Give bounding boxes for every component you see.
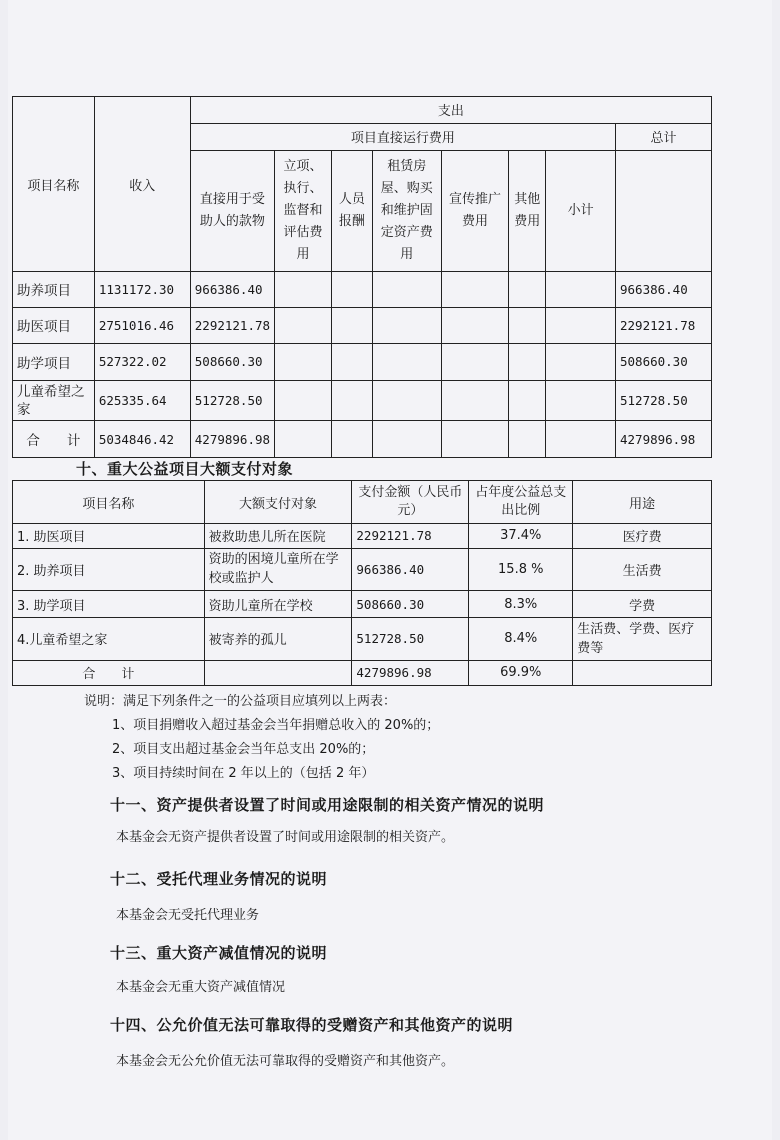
- row-ratio: 15.8 %: [469, 548, 573, 590]
- row-name: 4.儿童希望之家: [13, 618, 205, 660]
- row-total: 512728.50: [616, 380, 712, 421]
- section-13-text: 本基金会无重大资产减值情况: [116, 980, 286, 995]
- document-page: [8, 0, 772, 1140]
- notes-item: 1、项目捐赠收入超过基金会当年捐赠总收入的 20%的；: [112, 718, 440, 733]
- row-name: 助养项目: [13, 272, 95, 307]
- row-direct: 508660.30: [190, 344, 274, 381]
- header-name: 项目名称: [13, 481, 205, 524]
- header-total: 总计: [616, 123, 712, 150]
- row-payee: 资助儿童所在学校: [204, 590, 352, 617]
- row-amount: 508660.30: [352, 590, 469, 617]
- header-total-blank: [616, 150, 712, 271]
- header-ratio: 占年度公益总支出比例: [469, 481, 573, 524]
- row-payee: 被救助患儿所在医院: [204, 524, 352, 548]
- section-11-title: 十一、资产提供者设置了时间或用途限制的相关资产情况的说明: [110, 796, 545, 814]
- row-amount: 2292121.78: [352, 524, 469, 548]
- table-row: [13, 590, 712, 617]
- header-usage: 用途: [573, 481, 712, 524]
- row-income: 625335.64: [94, 380, 190, 421]
- table-row: [13, 344, 712, 381]
- section-14-text: 本基金会无公允价值无法可靠取得的受赠资产和其他资产。: [116, 1054, 455, 1069]
- header-other-cost: 其他费用: [509, 150, 546, 271]
- header-promo-cost: 宣传推广费用: [441, 150, 509, 271]
- row-payee: 资助的困境儿童所在学校或监护人: [204, 548, 352, 590]
- total-ratio: 69.9%: [469, 660, 573, 685]
- header-staff-cost: 人员报酬: [331, 150, 372, 271]
- notes-intro: 说明：满足下列条件之一的公益项目应填列以上两表：: [84, 694, 397, 709]
- table-row: [13, 272, 712, 307]
- table-row: [13, 524, 712, 548]
- header-direct-cost: 项目直接运行费用: [190, 123, 615, 150]
- notes-item: 3、项目持续时间在 2 年以上的（包括 2 年）: [112, 766, 375, 781]
- row-direct: 4279896.98: [190, 421, 274, 458]
- row-usage: 生活费: [573, 548, 712, 590]
- row-amount: 966386.40: [352, 548, 469, 590]
- table-row: [13, 548, 712, 590]
- section-12-text: 本基金会无受托代理业务: [116, 908, 260, 923]
- row-usage: 医疗费: [573, 524, 712, 548]
- row-name: 合 计: [13, 421, 95, 458]
- row-amount: 512728.50: [352, 618, 469, 660]
- header-project-name: 项目名称: [13, 97, 95, 272]
- header-expenditure: 支出: [190, 97, 711, 124]
- section-11-text: 本基金会无资产提供者设置了时间或用途限制的相关资产。: [116, 830, 455, 845]
- row-name: 助医项目: [13, 307, 95, 344]
- row-income: 5034846.42: [94, 421, 190, 458]
- row-ratio: 8.3%: [469, 590, 573, 617]
- row-usage: 学费: [573, 590, 712, 617]
- row-direct: 966386.40: [190, 272, 274, 307]
- row-ratio: 8.4%: [469, 618, 573, 660]
- notes-item: 2、项目支出超过基金会当年总支出 20%的；: [112, 742, 375, 757]
- header-setup-cost: 立项、执行、监督和评估费用: [275, 150, 332, 271]
- section-10-title: 十、重大公益项目大额支付对象: [76, 460, 294, 478]
- row-total: 2292121.78: [616, 307, 712, 344]
- row-name: 助学项目: [13, 344, 95, 381]
- header-income: 收入: [94, 97, 190, 272]
- row-name: 3. 助学项目: [13, 590, 205, 617]
- row-name: 儿童希望之家: [13, 380, 95, 421]
- section-13-title: 十三、重大资产减值情况的说明: [110, 944, 328, 962]
- row-total: 4279896.98: [616, 421, 712, 458]
- row-income: 2751016.46: [94, 307, 190, 344]
- row-income: 527322.02: [94, 344, 190, 381]
- section-14-title: 十四、公允价值无法可靠取得的受赠资产和其他资产的说明: [110, 1016, 514, 1034]
- row-payee: 被寄养的孤儿: [204, 618, 352, 660]
- header-amount: 支付金额（人民币元）: [352, 481, 469, 524]
- table-row: [13, 380, 712, 421]
- row-direct: 512728.50: [190, 380, 274, 421]
- total-amount: 4279896.98: [352, 660, 469, 685]
- row-total: 966386.40: [616, 272, 712, 307]
- table-row: [13, 618, 712, 660]
- header-rent-cost: 租赁房屋、购买和维护固定资产费用: [372, 150, 441, 271]
- row-name: 2. 助养项目: [13, 548, 205, 590]
- row-usage: 生活费、学费、医疗费等: [573, 618, 712, 660]
- header-payee: 大额支付对象: [204, 481, 352, 524]
- table-total-row: [13, 660, 712, 685]
- row-direct: 2292121.78: [190, 307, 274, 344]
- section-12-title: 十二、受托代理业务情况的说明: [110, 870, 328, 888]
- header-direct-aid: 直接用于受助人的款物: [190, 150, 274, 271]
- row-name: 1. 助医项目: [13, 524, 205, 548]
- header-subtotal: 小计: [546, 150, 616, 271]
- row-total: 508660.30: [616, 344, 712, 381]
- large-payment-table: [12, 480, 712, 686]
- table-row: [13, 307, 712, 344]
- total-label: 合 计: [13, 660, 205, 685]
- row-income: 1131172.30: [94, 272, 190, 307]
- project-expenditure-table: [12, 96, 712, 458]
- row-ratio: 37.4%: [469, 524, 573, 548]
- table-total-row: [13, 421, 712, 458]
